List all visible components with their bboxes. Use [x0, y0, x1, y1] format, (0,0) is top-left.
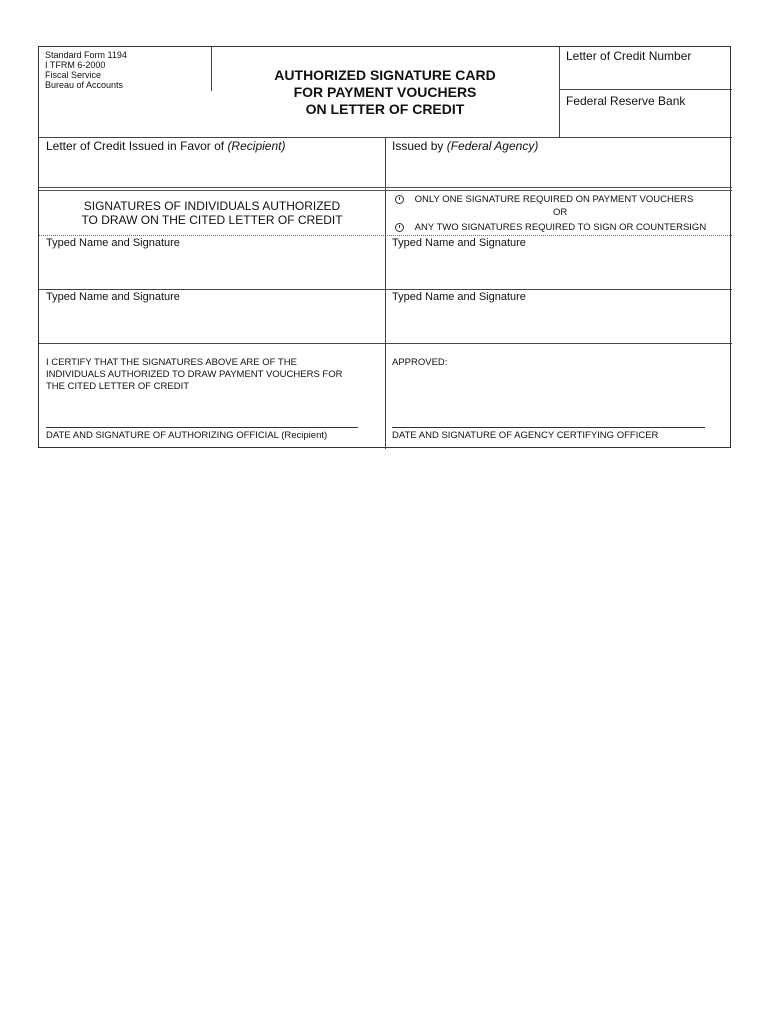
form-number: Standard Form 1194	[45, 50, 127, 60]
options-or-label: OR	[553, 207, 568, 218]
agency-label-italic: (Federal Agency)	[446, 139, 539, 153]
signatures-heading	[39, 199, 385, 227]
recipient-signature-line[interactable]	[46, 427, 358, 428]
signature-box-2-label: Typed Name and Signature	[392, 237, 526, 249]
certification-line-3: THE CITED LETTER OF CREDIT	[46, 381, 190, 392]
certification-line-1: I CERTIFY THAT THE SIGNATURES ABOVE ARE OF THE	[46, 357, 297, 368]
option-one-radio-icon[interactable]	[395, 195, 404, 204]
option-two-label: ANY TWO SIGNATURES REQUIRED TO SIGN OR COUNTERSIGN	[414, 222, 707, 233]
center-column-divider	[385, 137, 386, 449]
signature-grid-top-rule	[39, 235, 732, 236]
certify-row-divider	[39, 343, 732, 344]
agency-signature-caption: DATE AND SIGNATURE OF AGENCY CERTIFYING OFFICER	[392, 430, 659, 441]
signatures-heading-line-1: SIGNATURES OF INDIVIDUALS AUTHORIZED	[83, 199, 341, 213]
section-double-rule	[39, 187, 732, 191]
approved-label: APPROVED:	[392, 357, 448, 368]
header-right-divider	[559, 47, 560, 137]
form-revision: I TFRM 6-2000	[45, 60, 106, 70]
signature-box-3-label: Typed Name and Signature	[46, 291, 180, 303]
agency-field-label	[392, 139, 538, 153]
certification-statement	[46, 357, 342, 393]
title-line-3: ON LETTER OF CREDIT	[305, 101, 465, 117]
title-line-1: AUTHORIZED SIGNATURE CARD	[274, 67, 496, 83]
issuing-service: Fiscal Service	[45, 70, 102, 80]
form-identifier	[45, 50, 127, 90]
option-one-signature[interactable]	[395, 194, 693, 205]
issuing-bureau: Bureau of Accounts	[45, 80, 124, 90]
recipient-label-italic: (Recipient)	[227, 139, 286, 153]
form-title	[211, 67, 559, 118]
letter-of-credit-number-label: Letter of Credit Number	[566, 49, 692, 63]
recipient-label-text: Letter of Credit Issued in Favor of	[46, 139, 225, 153]
federal-reserve-bank-label: Federal Reserve Bank	[566, 94, 686, 108]
loc-number-box-divider	[559, 89, 732, 90]
option-two-radio-icon[interactable]	[395, 223, 404, 232]
certification-line-2: INDIVIDUALS AUTHORIZED TO DRAW PAYMENT VOUCHERS FOR	[46, 369, 343, 380]
agency-signature-line[interactable]	[392, 427, 705, 428]
signature-row-divider	[39, 289, 732, 290]
option-one-label: ONLY ONE SIGNATURE REQUIRED ON PAYMENT VOUCHERS	[414, 194, 694, 205]
signature-card-form	[38, 46, 731, 448]
title-line-2: FOR PAYMENT VOUCHERS	[293, 84, 477, 100]
recipient-field-label	[46, 139, 285, 153]
recipient-signature-caption: DATE AND SIGNATURE OF AUTHORIZING OFFICIAL (Recipient)	[46, 430, 328, 441]
signatures-heading-line-2: TO DRAW ON THE CITED LETTER OF CREDIT	[81, 213, 343, 227]
option-two-signatures[interactable]	[395, 222, 706, 233]
signature-box-4-label: Typed Name and Signature	[392, 291, 526, 303]
agency-label-text: Issued by	[392, 139, 444, 153]
signature-box-1-label: Typed Name and Signature	[46, 237, 180, 249]
